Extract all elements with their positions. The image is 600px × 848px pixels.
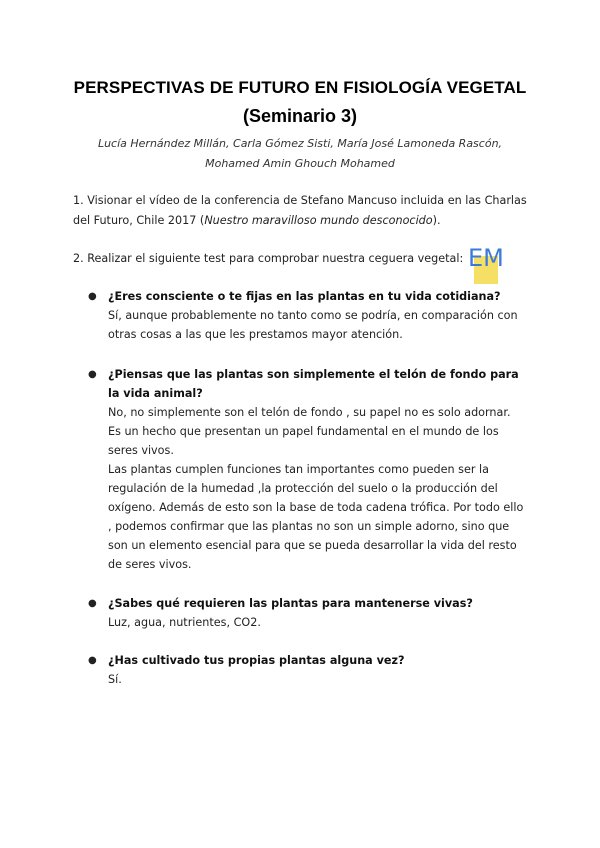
question-1-text: ¿Eres consciente o te fijas en las plantas en tu vida cotidiana? <box>108 290 501 303</box>
question-2 <box>88 365 528 574</box>
authors-line-2: Mohamed Amin Ghouch Mohamed <box>205 157 395 170</box>
answer-4: Sí. <box>108 673 122 686</box>
answer-2-line-3: Las plantas cumplen funciones tan importantes como pueden ser la regulación de la humedad ,la protección del suelo o la producción del oxígeno. Además de esto son la base de toda cadena trófica. Por todo ello , podemos confirmar que las plantas no son un simple adorno, sino que son un elemento esencial para que se pueda desarrollar la vida del resto de seres vivos. <box>108 463 524 571</box>
authors <box>60 134 540 174</box>
answer-2-line-1: No, no simplemente son el telón de fondo , su papel no es solo adornar. <box>108 406 511 419</box>
question-4 <box>88 651 528 689</box>
bullet-icon: ● <box>88 598 97 609</box>
instruction-1-text-a: 1. Visionar el vídeo de la conferencia de Stefano Mancuso incluida en las Charlas del Futuro, Chile 2017 ( <box>73 194 527 227</box>
answer-3: Luz, agua, nutrientes, CO2. <box>108 616 261 629</box>
question-3-text: ¿Sabes qué requieren las plantas para mantenerse vivas? <box>108 597 473 610</box>
em-logo-icon <box>466 236 522 292</box>
instruction-1-text-b: ). <box>432 214 441 227</box>
question-1 <box>88 287 528 344</box>
bullet-icon: ● <box>88 291 97 302</box>
authors-line-1: Lucía Hernández Millán, Carla Gómez Sisti, María José Lamoneda Rascón, <box>97 137 503 150</box>
video-title: Nuestro maravilloso mundo desconocido <box>204 214 433 227</box>
bullet-icon: ● <box>88 655 97 666</box>
bullet-icon: ● <box>88 369 97 380</box>
answer-1: Sí, aunque probablemente no tanto como se podría, en comparación con otras cosas a las que les prestamos mayor atención. <box>108 309 518 341</box>
document-subtitle: (Seminario 3) <box>242 106 358 126</box>
logo-text: EM <box>468 244 504 272</box>
instruction-2: 2. Realizar el siguiente test para comprobar nuestra ceguera vegetal: <box>73 252 464 265</box>
instruction-1 <box>73 191 533 231</box>
question-3 <box>88 594 528 632</box>
document-title: PERSPECTIVAS DE FUTURO EN FISIOLOGÍA VEGETAL <box>73 78 527 97</box>
question-4-text: ¿Has cultivado tus propias plantas alguna vez? <box>108 654 405 667</box>
answer-2-line-2: Es un hecho que presentan un papel fundamental en el mundo de los seres vivos. <box>108 425 499 457</box>
question-2-text: ¿Piensas que las plantas son simplemente el telón de fondo para la vida animal? <box>108 368 519 400</box>
